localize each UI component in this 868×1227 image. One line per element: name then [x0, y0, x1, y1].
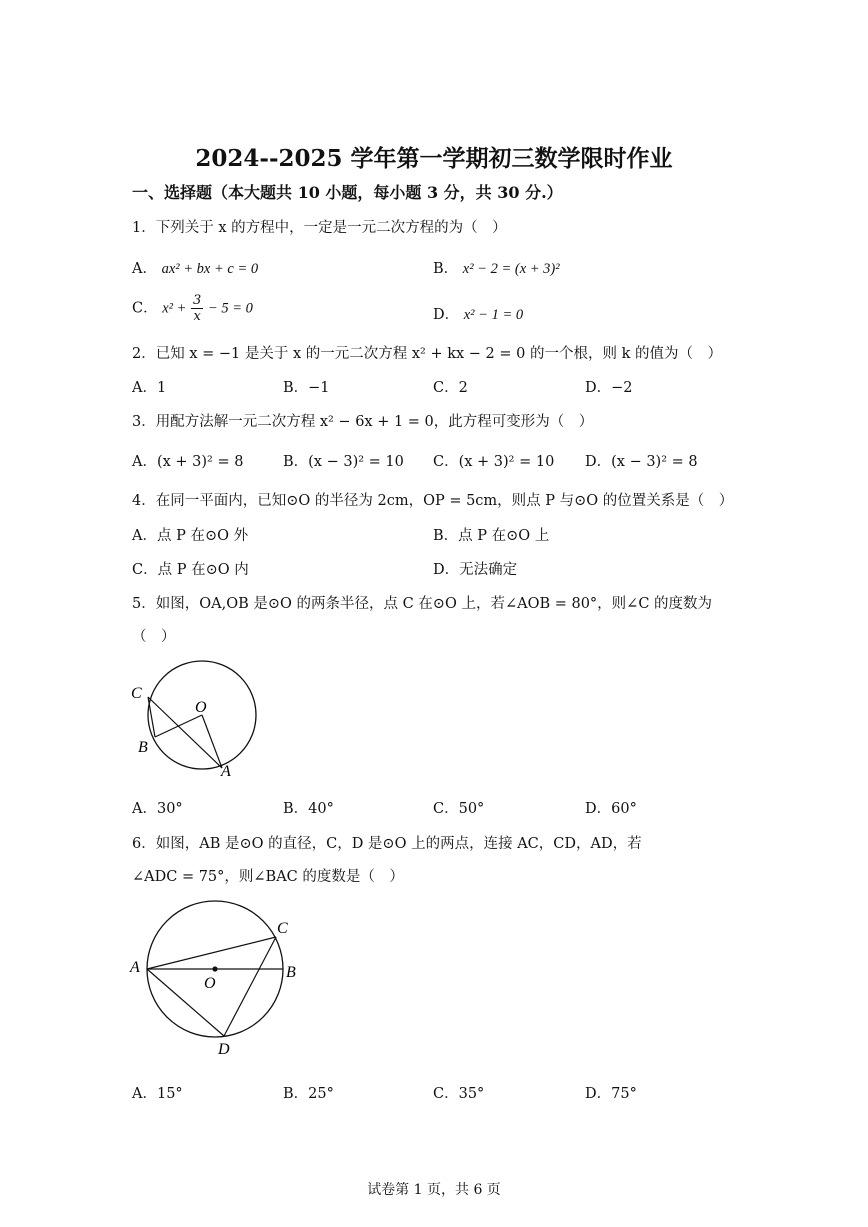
q1-option-c-numerator: 3	[193, 293, 202, 308]
q3-option-b: B．(x − 3)² = 10	[283, 454, 404, 470]
q1-option-a	[132, 257, 258, 278]
q5-circle-figure	[125, 650, 265, 785]
q6-label-c: C	[277, 920, 288, 937]
page-footer: 试卷第 1 页，共 6 页	[367, 1182, 501, 1198]
q6-option-d: D．75°	[585, 1086, 637, 1102]
q6-center-dot	[212, 966, 217, 971]
q6-option-b: B．25°	[283, 1086, 334, 1102]
q3-option-d: D．(x − 3)² = 8	[585, 454, 698, 470]
q4-option-a: A．点 P 在⊙O 外	[132, 528, 249, 544]
q1-option-c-denominator: x	[193, 309, 201, 324]
q5-option-d: D．60°	[585, 801, 637, 817]
q5-line-ca	[148, 697, 222, 768]
q1-stem: 1．下列关于 x 的方程中，一定是一元二次方程的为（ ）	[132, 220, 507, 236]
q5-line-bo	[155, 715, 202, 737]
q1-option-b-letter: B．	[433, 261, 459, 277]
q2-option-b: B．−1	[283, 380, 330, 396]
q4-option-c: C．点 P 在⊙O 内	[132, 562, 249, 578]
q3-stem: 3．用配方法解一元二次方程 x² − 6x + 1 = 0，此方程可变形为（ ）	[132, 414, 594, 430]
q6-label-b: B	[286, 964, 296, 981]
q6-label-a: A	[130, 959, 140, 976]
q4-stem: 4．在同一平面内，已知⊙O 的半径为 2cm，OP = 5cm，则点 P 与⊙O 的位置关系是（ ）	[132, 493, 734, 509]
q5-label-o: O	[195, 699, 207, 716]
q1-option-d-expr: x² − 1 = 0	[463, 307, 524, 323]
q2-stem: 2．已知 x = −1 是关于 x 的一元二次方程 x² + kx − 2 = 0 的一个根，则 k 的值为（ ）	[132, 346, 722, 362]
q6-label-d: D	[218, 1041, 230, 1058]
q6-line-cd	[224, 937, 276, 1036]
q2-option-d: D．−2	[585, 380, 633, 396]
q5-line-oa	[202, 715, 222, 768]
q1-option-a-letter: A．	[132, 261, 157, 277]
q6-option-a: A．15°	[132, 1086, 183, 1102]
q2-option-c: C．2	[433, 380, 468, 396]
q1-option-a-expr: ax² + bx + c = 0	[161, 261, 259, 277]
q1-option-c-post: − 5 = 0	[207, 300, 253, 317]
q1-option-c-letter: C．	[132, 300, 158, 317]
page-title: 2024--2025 学年第一学期初三数学限时作业	[195, 145, 673, 172]
q1-option-b-expr: x² − 2 = (x + 3)²	[462, 261, 560, 277]
q1-option-d-letter: D．	[433, 307, 460, 323]
q5-option-a: A．30°	[132, 801, 183, 817]
q5-label-b: B	[138, 739, 148, 756]
q6-stem-line1: 6．如图，AB 是⊙O 的直径，C，D 是⊙O 上的两点，连接 AC，CD，AD，若	[132, 836, 642, 852]
q6-stem-line2: ∠ADC = 75°，则∠BAC 的度数是（ ）	[132, 869, 404, 885]
q5-paren: （ ）	[132, 629, 176, 645]
q1-option-b	[433, 257, 560, 278]
q6-line-ac	[147, 937, 276, 969]
q3-option-a: A．(x + 3)² = 8	[132, 454, 244, 470]
q1-option-c-fraction	[191, 293, 203, 324]
q1-option-c	[132, 293, 253, 324]
q6-label-o: O	[204, 975, 216, 992]
q6-option-c: C．35°	[433, 1086, 485, 1102]
q5-label-c: C	[131, 685, 142, 702]
q4-option-d: D．无法确定	[433, 562, 518, 578]
q5-option-c: C．50°	[433, 801, 485, 817]
q1-option-c-pre: x² +	[162, 300, 187, 317]
q4-option-b: B．点 P 在⊙O 上	[433, 528, 550, 544]
q5-option-b: B．40°	[283, 801, 334, 817]
q5-stem: 5．如图，OA,OB 是⊙O 的两条半径，点 C 在⊙O 上，若∠AOB = 80°，则∠C 的度数为	[132, 596, 713, 612]
q5-label-a: A	[221, 763, 231, 780]
q2-option-a: A．1	[132, 380, 167, 396]
q3-option-c: C．(x + 3)² = 10	[433, 454, 555, 470]
q6-circle-figure	[125, 900, 315, 1060]
q1-option-d	[433, 303, 523, 324]
section-heading: 一、选择题（本大题共 10 小题，每小题 3 分，共 30 分.）	[132, 183, 563, 202]
